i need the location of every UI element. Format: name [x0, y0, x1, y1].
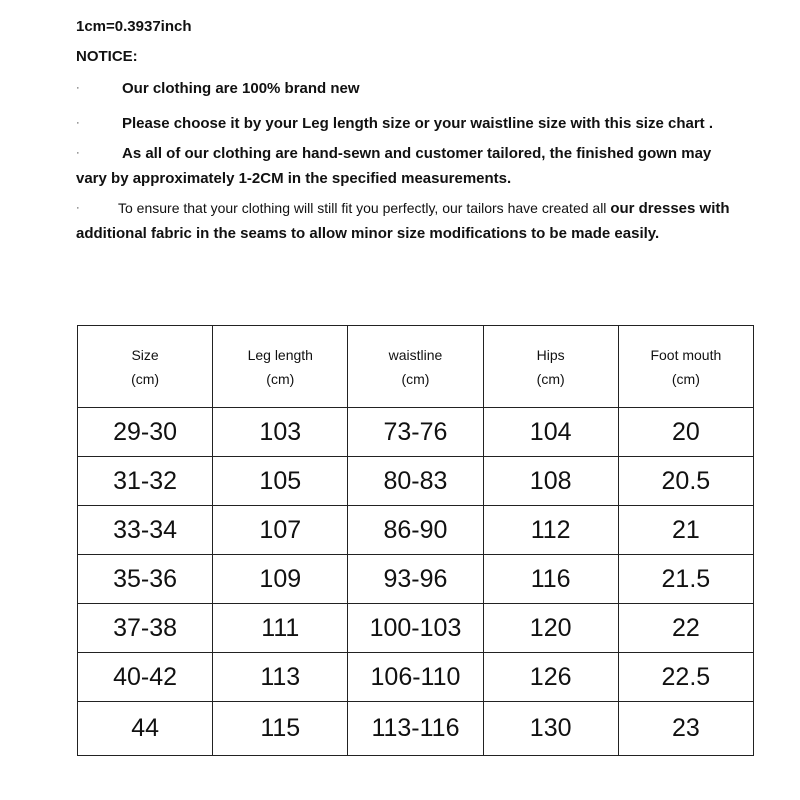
bullet-icon: · — [76, 117, 80, 129]
header-cell: Hips (cm) — [483, 326, 618, 408]
table-cell: 113 — [213, 653, 348, 702]
table-cell: 21 — [618, 506, 753, 555]
notice-text-rest: our dresses with additional fabric in the seams to allow minor size modifications to be made easily. — [76, 200, 730, 242]
header-cell: Size (cm) — [78, 326, 213, 408]
table-cell: 100-103 — [348, 604, 483, 653]
table-row — [78, 555, 754, 604]
table-cell: 105 — [213, 457, 348, 506]
bullet-icon: · — [76, 147, 80, 159]
table-cell: 120 — [483, 604, 618, 653]
table-cell: 73-76 — [348, 408, 483, 457]
table-cell: 116 — [483, 555, 618, 604]
table-cell: 23 — [618, 702, 753, 756]
table-cell: 37-38 — [78, 604, 213, 653]
table-cell: 80-83 — [348, 457, 483, 506]
notice-item — [76, 76, 736, 106]
table-header-row — [78, 326, 754, 408]
bullet-icon: · — [76, 202, 80, 214]
table-cell: 126 — [483, 653, 618, 702]
notice-text: As all of our clothing are hand-sewn and customer tailored, the finished gown may vary by approximately 1-2CM in the specified measurements. — [76, 145, 712, 187]
table-cell: 29-30 — [78, 408, 213, 457]
table-row — [78, 506, 754, 555]
table-cell: 20.5 — [618, 457, 753, 506]
table-cell: 20 — [618, 408, 753, 457]
table-cell: 111 — [213, 604, 348, 653]
notice-item — [76, 111, 736, 136]
table-cell: 106-110 — [348, 653, 483, 702]
table-cell: 35-36 — [78, 555, 213, 604]
notice-section — [76, 14, 736, 251]
table-row — [78, 653, 754, 702]
table-cell: 33-34 — [78, 506, 213, 555]
notice-text-lead: To ensure that your clothing will still fit you perfectly, our tailors have created all — [118, 200, 611, 216]
table-cell: 104 — [483, 408, 618, 457]
table-cell: 113-116 — [348, 702, 483, 756]
table-row — [78, 604, 754, 653]
notice-text: Please choose it by your Leg length size or your waistline size with this size chart . — [122, 115, 713, 132]
table-row — [78, 457, 754, 506]
table-cell: 22.5 — [618, 653, 753, 702]
table-cell: 103 — [213, 408, 348, 457]
table-cell: 21.5 — [618, 555, 753, 604]
table-cell: 86-90 — [348, 506, 483, 555]
size-chart-table — [77, 325, 754, 756]
table-cell: 44 — [78, 702, 213, 756]
bullet-icon: · — [76, 82, 80, 94]
table-cell: 130 — [483, 702, 618, 756]
notice-item — [76, 141, 736, 191]
table-cell: 40-42 — [78, 653, 213, 702]
header-cell: Foot mouth (cm) — [618, 326, 753, 408]
header-cell: waistline (cm) — [348, 326, 483, 408]
table-cell: 115 — [213, 702, 348, 756]
header-cell: Leg length (cm) — [213, 326, 348, 408]
table-cell: 22 — [618, 604, 753, 653]
notice-heading: NOTICE: — [76, 48, 138, 65]
notice-text — [76, 196, 736, 246]
notice-text: Our clothing are 100% brand new — [122, 80, 360, 97]
notice-item — [76, 196, 736, 246]
table-cell: 31-32 — [78, 457, 213, 506]
table-cell: 93-96 — [348, 555, 483, 604]
table-cell: 108 — [483, 457, 618, 506]
table-cell: 107 — [213, 506, 348, 555]
table-cell: 112 — [483, 506, 618, 555]
table-cell: 109 — [213, 555, 348, 604]
unit-conversion: 1cm=0.3937inch — [76, 18, 192, 35]
table-row — [78, 408, 754, 457]
table-row — [78, 702, 754, 756]
